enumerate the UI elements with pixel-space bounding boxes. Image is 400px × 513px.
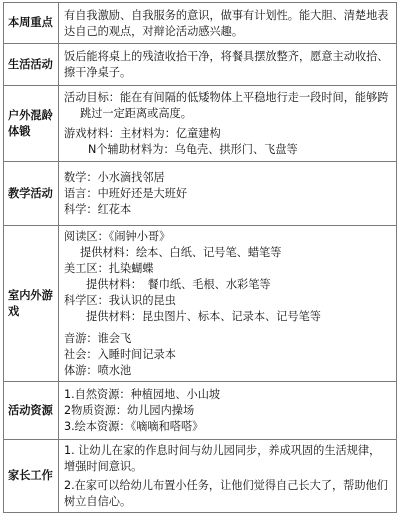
life-text: 饭后能将桌上的残渣收拾干净，将餐具摆放整齐，愿意主动收拾、擦干净桌子。 xyxy=(64,50,389,79)
social-game: 社会：入睡时间记录本 xyxy=(64,348,176,361)
label-outdoor-exercise: 户外混龄体锻 xyxy=(4,86,59,162)
resource-nature: 1.自然资源：种植园地、小山坡 xyxy=(64,388,221,401)
music-game: 音游：谁会飞 xyxy=(64,332,132,345)
parent-work-item-2: 2.在家可以给幼儿布置小任务，让他们觉得自己长大了，帮助他们树立自信心。 xyxy=(64,479,388,508)
content-outdoor-exercise xyxy=(59,86,397,162)
outdoor-aux-material: N个辅助材料为：乌龟壳、拱形门、飞盘等 xyxy=(88,143,298,156)
row-life-activity xyxy=(4,44,397,86)
content-activity-resources xyxy=(59,382,397,440)
row-indoor-outdoor-games xyxy=(4,226,397,382)
row-outdoor-exercise xyxy=(4,86,397,162)
science-area: 科学区：我认识的昆虫 xyxy=(64,294,176,307)
content-teaching-activity xyxy=(59,162,397,226)
label-indoor-outdoor-games: 室内外游戏 xyxy=(4,226,59,382)
focus-text: 有自我激励、自我服务的意识，做事有计划性。能大胆、清楚地表达自己的观点，对辩论活动感兴趣。 xyxy=(64,8,389,38)
label-life-activity: 生活活动 xyxy=(4,44,59,86)
science-materials: 提供材料：昆虫图片、标本、记录本、记号笔等 xyxy=(86,310,321,323)
reading-area: 阅读区：《闹钟小哥》 xyxy=(64,230,171,243)
content-weekly-focus xyxy=(59,3,397,44)
content-indoor-outdoor-games xyxy=(59,226,397,382)
row-parent-work xyxy=(4,440,397,513)
weekly-plan-table xyxy=(3,2,397,513)
label-teaching-activity: 教学活动 xyxy=(4,162,59,226)
teaching-math: 数学：小水滴找邻居 xyxy=(64,171,165,184)
label-activity-resources: 活动资源 xyxy=(4,382,59,440)
label-weekly-focus: 本周重点 xyxy=(4,3,59,44)
teaching-science: 科学：红花本 xyxy=(64,203,132,216)
label-parent-work: 家长工作 xyxy=(4,440,59,513)
reading-materials: 提供材料：绘本、白纸、记号笔、蜡笔等 xyxy=(80,246,282,259)
outdoor-goal: 活动目标：能在有间隔的低矮物体上平稳地行走一段时间，能够跨跳过一定距离或高度。 xyxy=(64,91,389,120)
art-area: 美工区：扎染蝴蝶 xyxy=(64,262,154,275)
content-life-activity xyxy=(59,44,397,86)
resource-material: 2物质资源：幼儿园内操场 xyxy=(64,404,195,417)
row-weekly-focus xyxy=(4,3,397,44)
resource-picturebook: 3.绘本资源：《嘀嘀和嗒嗒》 xyxy=(64,420,204,433)
parent-work-item-1: 1. 让幼儿在家的作息时间与幼儿园同步，养成巩固的生活规律，增强时间意识。 xyxy=(64,444,381,473)
content-parent-work xyxy=(59,440,397,513)
sports-game: 体游：喷水池 xyxy=(64,364,132,377)
teaching-language: 语言：中班好还是大班好 xyxy=(64,187,188,200)
row-teaching-activity xyxy=(4,162,397,226)
row-activity-resources xyxy=(4,382,397,440)
outdoor-main-material: 游戏材料：主材料为：亿童建构 xyxy=(64,127,221,140)
art-materials: 提供材料： 餐巾纸、毛根、水彩笔等 xyxy=(86,278,271,291)
